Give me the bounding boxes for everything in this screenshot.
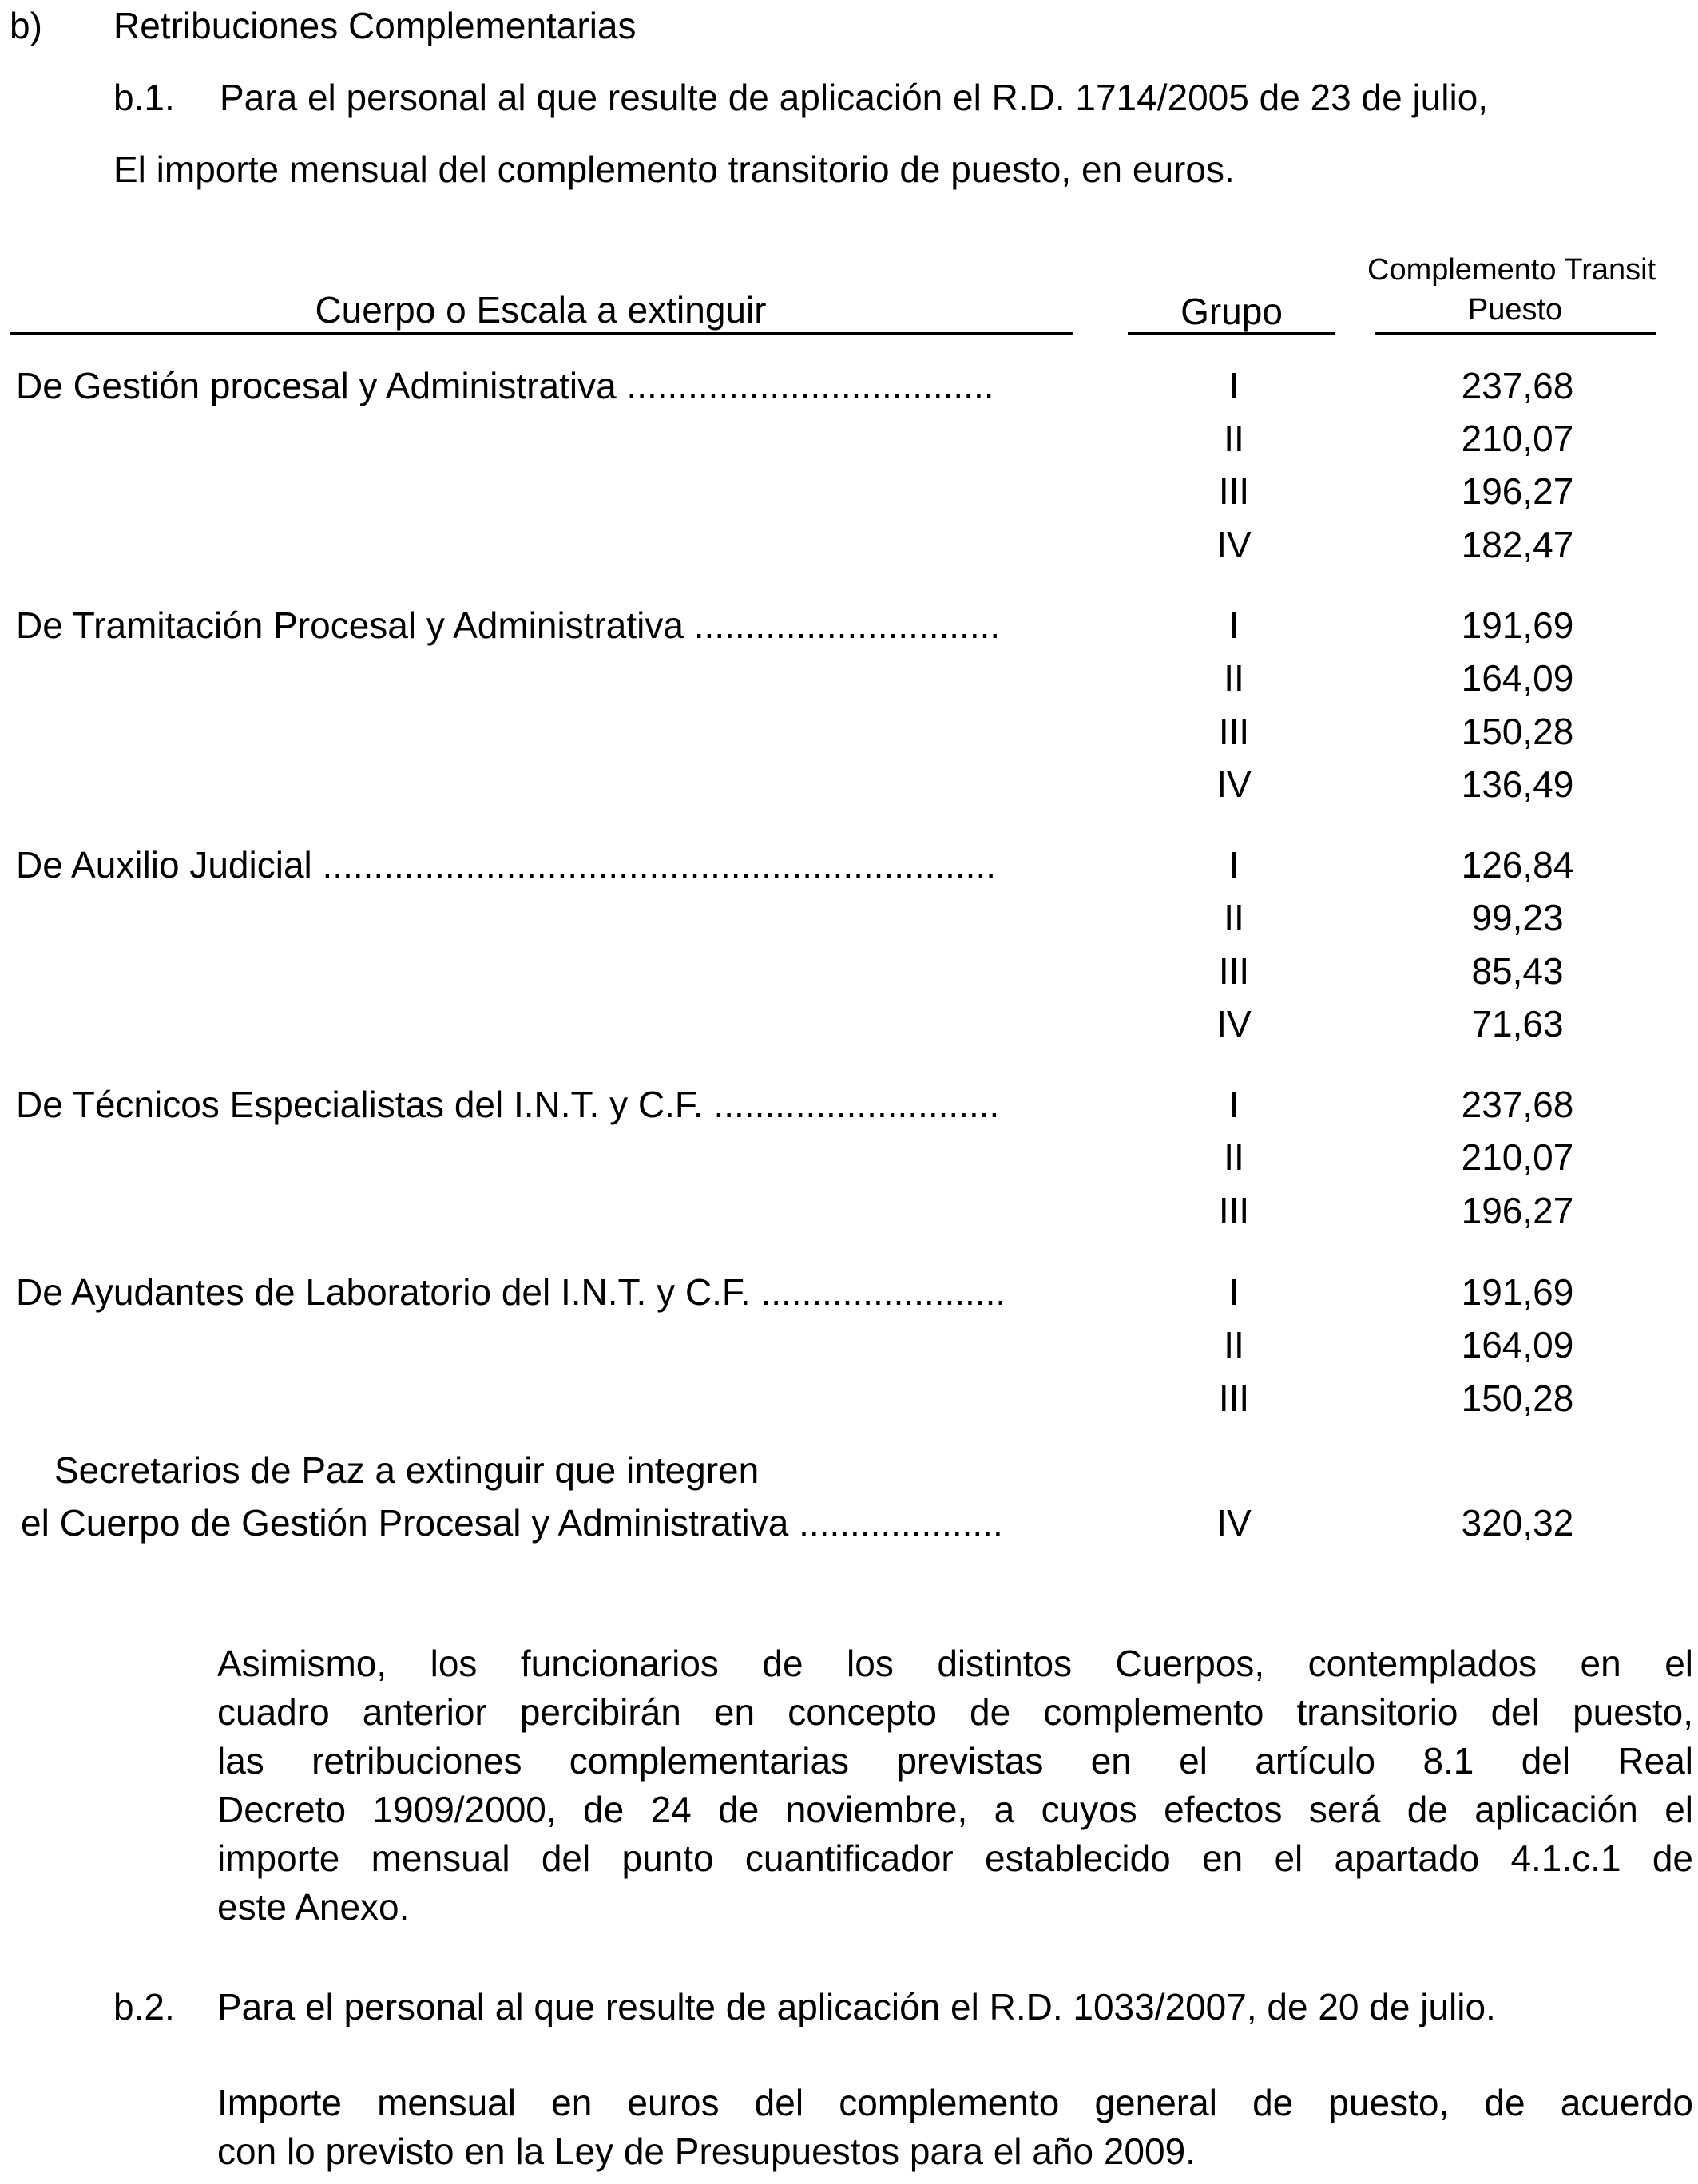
row-grupo: III <box>1218 711 1250 752</box>
row-grupo: IV <box>1216 1003 1252 1044</box>
paragraph-line: Asimismo, los funcionarios de los distintos Cuerpos, contemplados en el <box>217 1643 1693 1684</box>
header-cuerpo: Cuerpo o Escala a extinguir <box>315 289 767 331</box>
row-importe: 85,43 <box>1471 950 1564 992</box>
row-importe: 150,28 <box>1461 711 1574 752</box>
row-importe: 71,63 <box>1471 1003 1564 1044</box>
b2-paragraph <box>217 2079 1693 2176</box>
row-grupo: IV <box>1216 1502 1252 1544</box>
row-cuerpo: De Técnicos Especialistas del I.N.T. y C.F. ............................ <box>16 1084 1000 1125</box>
header-grupo: Grupo <box>1180 291 1283 332</box>
row-cuerpo: De Tramitación Procesal y Administrativa .............................. <box>16 604 1001 646</box>
row-cuerpo: el Cuerpo de Gestión Procesal y Administrativa .................... <box>21 1502 1003 1544</box>
row-importe: 191,69 <box>1461 604 1574 646</box>
paragraph-line: importe mensual del punto cuantificador establecido en el apartado 4.1.c.1 de <box>217 1837 1693 1879</box>
row-grupo: IV <box>1216 763 1252 805</box>
section-marker: b) <box>10 5 42 46</box>
b2-marker: b.2. <box>113 1986 175 2027</box>
row-grupo: III <box>1218 1190 1250 1231</box>
header-rule-cuerpo <box>10 332 1073 335</box>
paragraph-line: este Anexo. <box>217 1886 410 1928</box>
row-importe: 210,07 <box>1461 1136 1574 1178</box>
row-importe: 196,27 <box>1461 1190 1574 1231</box>
paragraph-line: Decreto 1909/2000, de 24 de noviembre, a cuyos efectos será de aplicación el <box>217 1789 1693 1830</box>
header-complemento-line2: Puesto <box>1467 293 1563 327</box>
row-importe: 126,84 <box>1461 844 1574 886</box>
row-importe: 99,23 <box>1471 897 1564 938</box>
row-grupo: II <box>1224 1324 1244 1365</box>
header-complemento-line1: Complemento Transit <box>1367 253 1656 287</box>
header-rule-grupo <box>1128 332 1335 335</box>
row-grupo: I <box>1228 365 1240 406</box>
row-grupo: I <box>1228 1271 1240 1313</box>
row-grupo: I <box>1228 604 1240 646</box>
row-importe: 164,09 <box>1461 657 1574 699</box>
b1-line2: El importe mensual del complemento transitorio de puesto, en euros. <box>113 149 1235 190</box>
paragraph-line: Importe mensual en euros del complemento general de puesto, de acuerdo <box>217 2082 1693 2123</box>
row-grupo: I <box>1228 1084 1240 1125</box>
row-grupo: II <box>1224 1136 1244 1178</box>
b1-marker: b.1. <box>113 77 175 118</box>
section-title: Retribuciones Complementarias <box>113 5 637 46</box>
header-rule-complemento <box>1375 332 1656 335</box>
row-cuerpo: Secretarios de Paz a extinguir que integren <box>54 1449 760 1491</box>
paragraph-line: con lo previsto en la Ley de Presupuestos para el año 2009. <box>217 2130 1196 2172</box>
row-grupo: III <box>1218 470 1250 512</box>
row-importe: 136,49 <box>1461 763 1574 805</box>
paragraph-line: las retribuciones complementarias previstas en el artículo 8.1 del Real <box>217 1740 1693 1782</box>
row-grupo: III <box>1218 950 1250 992</box>
row-importe: 237,68 <box>1461 1084 1574 1125</box>
row-importe: 320,32 <box>1461 1502 1574 1544</box>
row-grupo: II <box>1224 418 1244 459</box>
row-grupo: I <box>1228 844 1240 886</box>
b1-line1: Para el personal al que resulte de aplicación el R.D. 1714/2005 de 23 de julio, <box>220 77 1489 118</box>
row-grupo: II <box>1224 657 1244 699</box>
b2-line1: Para el personal al que resulte de aplicación el R.D. 1033/2007, de 20 de julio. <box>217 1986 1496 2027</box>
row-grupo: IV <box>1216 524 1252 565</box>
row-importe: 237,68 <box>1461 365 1574 406</box>
row-cuerpo: De Gestión procesal y Administrativa .................................... <box>16 365 994 406</box>
row-importe: 182,47 <box>1461 524 1574 565</box>
row-cuerpo: De Ayudantes de Laboratorio del I.N.T. y C.F. ........................ <box>16 1271 1006 1313</box>
row-importe: 191,69 <box>1461 1271 1574 1313</box>
asimismo-paragraph <box>217 1639 1693 1932</box>
row-importe: 196,27 <box>1461 470 1574 512</box>
row-grupo: III <box>1218 1377 1250 1419</box>
row-cuerpo: De Auxilio Judicial .................................................................. <box>16 844 997 886</box>
row-importe: 150,28 <box>1461 1377 1574 1419</box>
paragraph-line: cuadro anterior percibirán en concepto de complemento transitorio del puesto, <box>217 1691 1693 1733</box>
row-importe: 210,07 <box>1461 418 1574 459</box>
row-grupo: II <box>1224 897 1244 938</box>
row-importe: 164,09 <box>1461 1324 1574 1365</box>
